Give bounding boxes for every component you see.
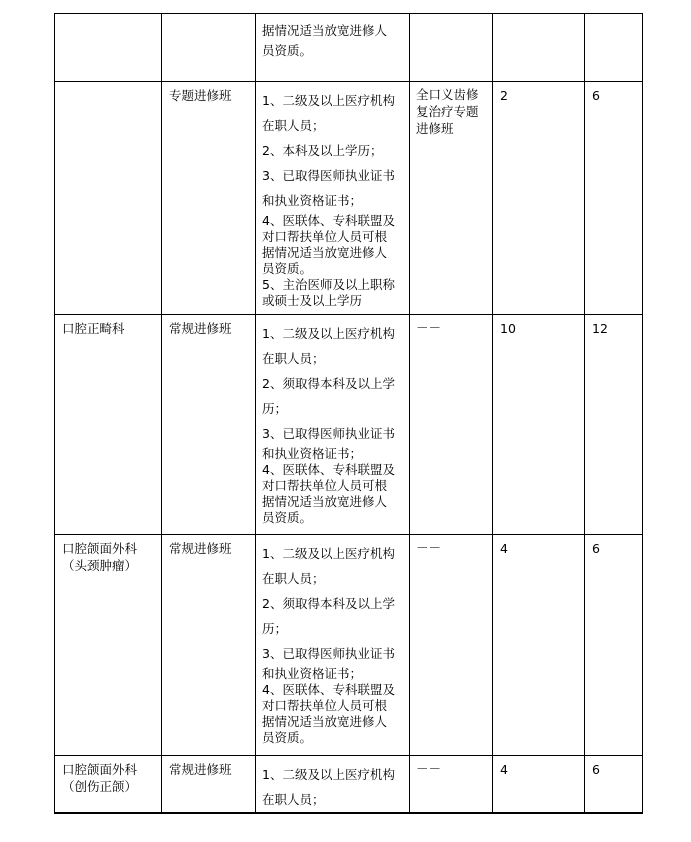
- requirement-line: 1、二级及以上医疗机构: [262, 326, 395, 341]
- requirement-line: 4、医联体、专科联盟及: [262, 213, 395, 228]
- class-type-label: 专题进修班: [169, 88, 232, 103]
- class-type-cell: [162, 756, 256, 814]
- requirement-line: 据情况适当放宽进修人: [262, 714, 388, 729]
- count-a-value: 10: [500, 321, 516, 336]
- requirement-line: 1、二级及以上医疗机构: [262, 93, 395, 108]
- count-b-value: 12: [592, 321, 608, 336]
- table-row: [55, 82, 643, 315]
- requirements-cell: [256, 756, 410, 814]
- dept-line: 口腔正畸科: [62, 321, 125, 336]
- requirement-line: 4、医联体、专科联盟及: [262, 682, 395, 697]
- dept-line: 口腔颌面外科: [62, 762, 138, 777]
- requirements-cell: [256, 315, 410, 535]
- count-b-cell: [585, 315, 643, 535]
- requirement-line: 5、主治医师及以上职称: [262, 277, 395, 292]
- course-line: －－: [416, 540, 442, 555]
- count-a-cell: [493, 82, 585, 315]
- class-type-cell: [162, 535, 256, 756]
- dept-line: （创伤正颌）: [62, 779, 138, 794]
- count-b-cell: [585, 756, 643, 814]
- requirements-cell: [256, 14, 410, 82]
- requirement-line: 员资质。: [262, 510, 313, 525]
- enrollment-table: [54, 13, 643, 814]
- requirement-line: 在职人员；: [262, 118, 325, 133]
- requirement-line: 2、本科及以上学历；: [262, 143, 383, 158]
- requirement-line: 对口帮扶单位人员可根: [262, 229, 388, 244]
- course-cell: [410, 535, 493, 756]
- dept-line: （头颈肿瘤）: [62, 558, 138, 573]
- requirement-line: 在职人员；: [262, 351, 325, 366]
- class-type-label: 常规进修班: [169, 321, 232, 336]
- count-a-value: 4: [500, 541, 508, 556]
- table-row: [55, 315, 643, 535]
- requirement-line: 历；: [262, 401, 288, 416]
- course-line: 全口义齿修: [416, 87, 479, 102]
- course-line: －－: [416, 320, 442, 335]
- class-type-label: 常规进修班: [169, 541, 232, 556]
- course-line: 进修班: [416, 121, 454, 136]
- requirement-line: 员资质。: [262, 43, 313, 58]
- requirement-line: 据情况适当放宽进修人: [262, 494, 388, 509]
- table-row: [55, 535, 643, 756]
- requirement-line: 据情况适当放宽进修人: [262, 23, 388, 38]
- dept-cell: [55, 82, 162, 315]
- requirement-line: 1、二级及以上医疗机构: [262, 767, 395, 782]
- requirement-line: 或硕士及以上学历: [262, 293, 363, 308]
- dept-line: 口腔颌面外科: [62, 541, 138, 556]
- count-b-value: 6: [592, 88, 600, 103]
- dept-cell: [55, 14, 162, 82]
- requirement-line: 3、已取得医师执业证书: [262, 168, 395, 183]
- requirements-cell: [256, 535, 410, 756]
- table-row: [55, 14, 643, 82]
- count-a-cell: [493, 315, 585, 535]
- course-cell: [410, 315, 493, 535]
- requirement-line: 对口帮扶单位人员可根: [262, 478, 388, 493]
- dept-cell: [55, 756, 162, 814]
- requirement-line: 对口帮扶单位人员可根: [262, 698, 388, 713]
- requirement-line: 历；: [262, 621, 288, 636]
- requirement-line: 3、已取得医师执业证书: [262, 646, 395, 661]
- count-a-cell: [493, 535, 585, 756]
- requirement-line: 2、须取得本科及以上学: [262, 376, 395, 391]
- dept-cell: [55, 535, 162, 756]
- table-row: [55, 756, 643, 814]
- requirement-line: 4、医联体、专科联盟及: [262, 462, 395, 477]
- count-b-cell: [585, 535, 643, 756]
- requirement-line: 1、二级及以上医疗机构: [262, 546, 395, 561]
- requirement-line: 和执业资格证书；: [262, 446, 363, 461]
- class-type-cell: [162, 14, 256, 82]
- course-cell: [410, 756, 493, 814]
- count-a-cell: [493, 756, 585, 814]
- requirement-line: 员资质。: [262, 730, 313, 745]
- count-a-value: 2: [500, 88, 508, 103]
- class-type-cell: [162, 315, 256, 535]
- requirement-line: 2、须取得本科及以上学: [262, 596, 395, 611]
- requirement-line: 和执业资格证书；: [262, 666, 363, 681]
- count-b-value: 6: [592, 762, 600, 777]
- course-line: －－: [416, 761, 442, 776]
- dept-cell: [55, 315, 162, 535]
- count-b-cell: [585, 82, 643, 315]
- requirements-cell: [256, 82, 410, 315]
- course-cell: [410, 82, 493, 315]
- requirement-line: 员资质。: [262, 261, 313, 276]
- requirement-line: 据情况适当放宽进修人: [262, 245, 388, 260]
- class-type-label: 常规进修班: [169, 762, 232, 777]
- course-cell: [410, 14, 493, 82]
- count-b-cell: [585, 14, 643, 82]
- requirement-line: 在职人员；: [262, 792, 325, 807]
- course-line: 复治疗专题: [416, 104, 479, 119]
- count-b-value: 6: [592, 541, 600, 556]
- count-a-value: 4: [500, 762, 508, 777]
- requirement-line: 在职人员；: [262, 571, 325, 586]
- count-a-cell: [493, 14, 585, 82]
- requirement-line: 和执业资格证书；: [262, 193, 363, 208]
- requirement-line: 3、已取得医师执业证书: [262, 426, 395, 441]
- class-type-cell: [162, 82, 256, 315]
